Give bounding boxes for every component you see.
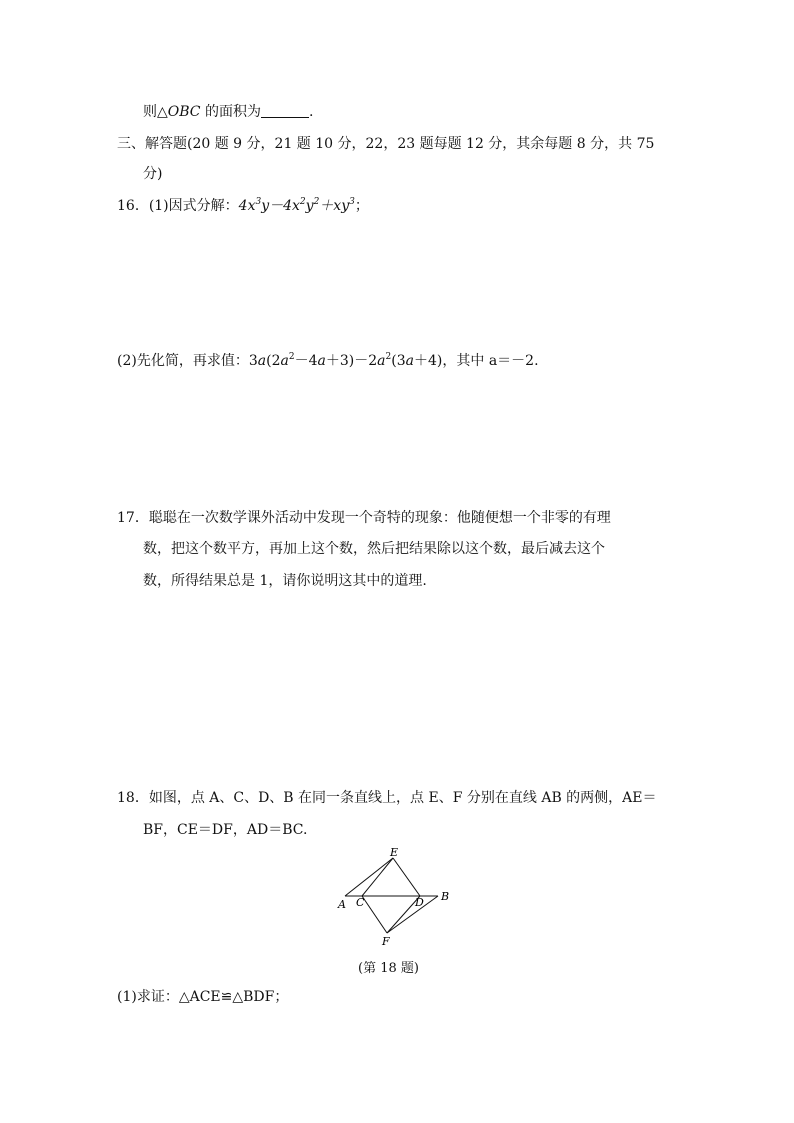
- answer-blank[interactable]: [261, 103, 309, 118]
- q16-part1: 16．(1)因式分解：$4x^3y-4x^2y^2+xy^3$；: [117, 197, 369, 214]
- label-b: B: [441, 890, 450, 903]
- q16-part2: [117, 351, 539, 371]
- q18-caption: (第 18 题): [358, 961, 419, 976]
- segment-df: [387, 896, 420, 933]
- q15-prefix: 则△: [143, 104, 168, 120]
- q16-part2-label: (2)先化简，再求值：: [117, 353, 249, 369]
- segment-ed: [393, 858, 420, 896]
- q18-line1: 18．如图，点 A、C、D、B 在同一条直线上，点 E、F 分别在直线 AB 的两侧，AE＝: [117, 790, 657, 806]
- label-f: F: [382, 935, 390, 948]
- section3-line2: 分): [143, 166, 163, 182]
- q16-part2-expression: $3a(2a^2-4a+3)-2a^2(3a+4)$: [248, 352, 443, 369]
- q15-suffix: 的面积为: [204, 104, 261, 120]
- segment-ce: [362, 858, 393, 896]
- q16-part1-expression: $4x^3y-4x^2y^2+xy^3$: [238, 197, 355, 214]
- q16-part2-suffix: ，其中: [442, 353, 485, 369]
- q18-part1: (1)求证：△ACE≌△BDF；: [117, 989, 289, 1005]
- segment-cf: [362, 896, 387, 933]
- q16-part1-label: 16．(1)因式分解：: [117, 198, 239, 214]
- q17-line1: 17．聪聪在一次数学课外活动中发现一个奇特的现象：他随便想一个非零的有理: [117, 510, 611, 526]
- q15-end: .: [308, 104, 314, 120]
- section3-line1: 三、解答题(20 题 9 分，21 题 10 分，22，23 题每题 12 分，其余每题 8 分，共 75: [117, 136, 655, 152]
- label-c: C: [356, 896, 365, 909]
- q18-line2: BF，CE＝DF，AD＝BC.: [143, 822, 308, 838]
- segment-bf: [387, 896, 438, 933]
- q17-line2: 数，把这个数平方，再加上这个数，然后把结果除以这个数，最后减去这个: [143, 541, 605, 557]
- q15-var: OBC: [167, 104, 201, 120]
- q17-line3: 数，所得结果总是 1，请你说明这其中的道理.: [143, 573, 427, 589]
- label-e: E: [390, 846, 399, 859]
- q16-part2-condition: a＝－2.: [488, 353, 539, 369]
- segment-ae: [345, 858, 393, 896]
- q15-tail-line: [143, 102, 313, 122]
- label-d: D: [415, 896, 424, 909]
- label-a: A: [338, 898, 346, 911]
